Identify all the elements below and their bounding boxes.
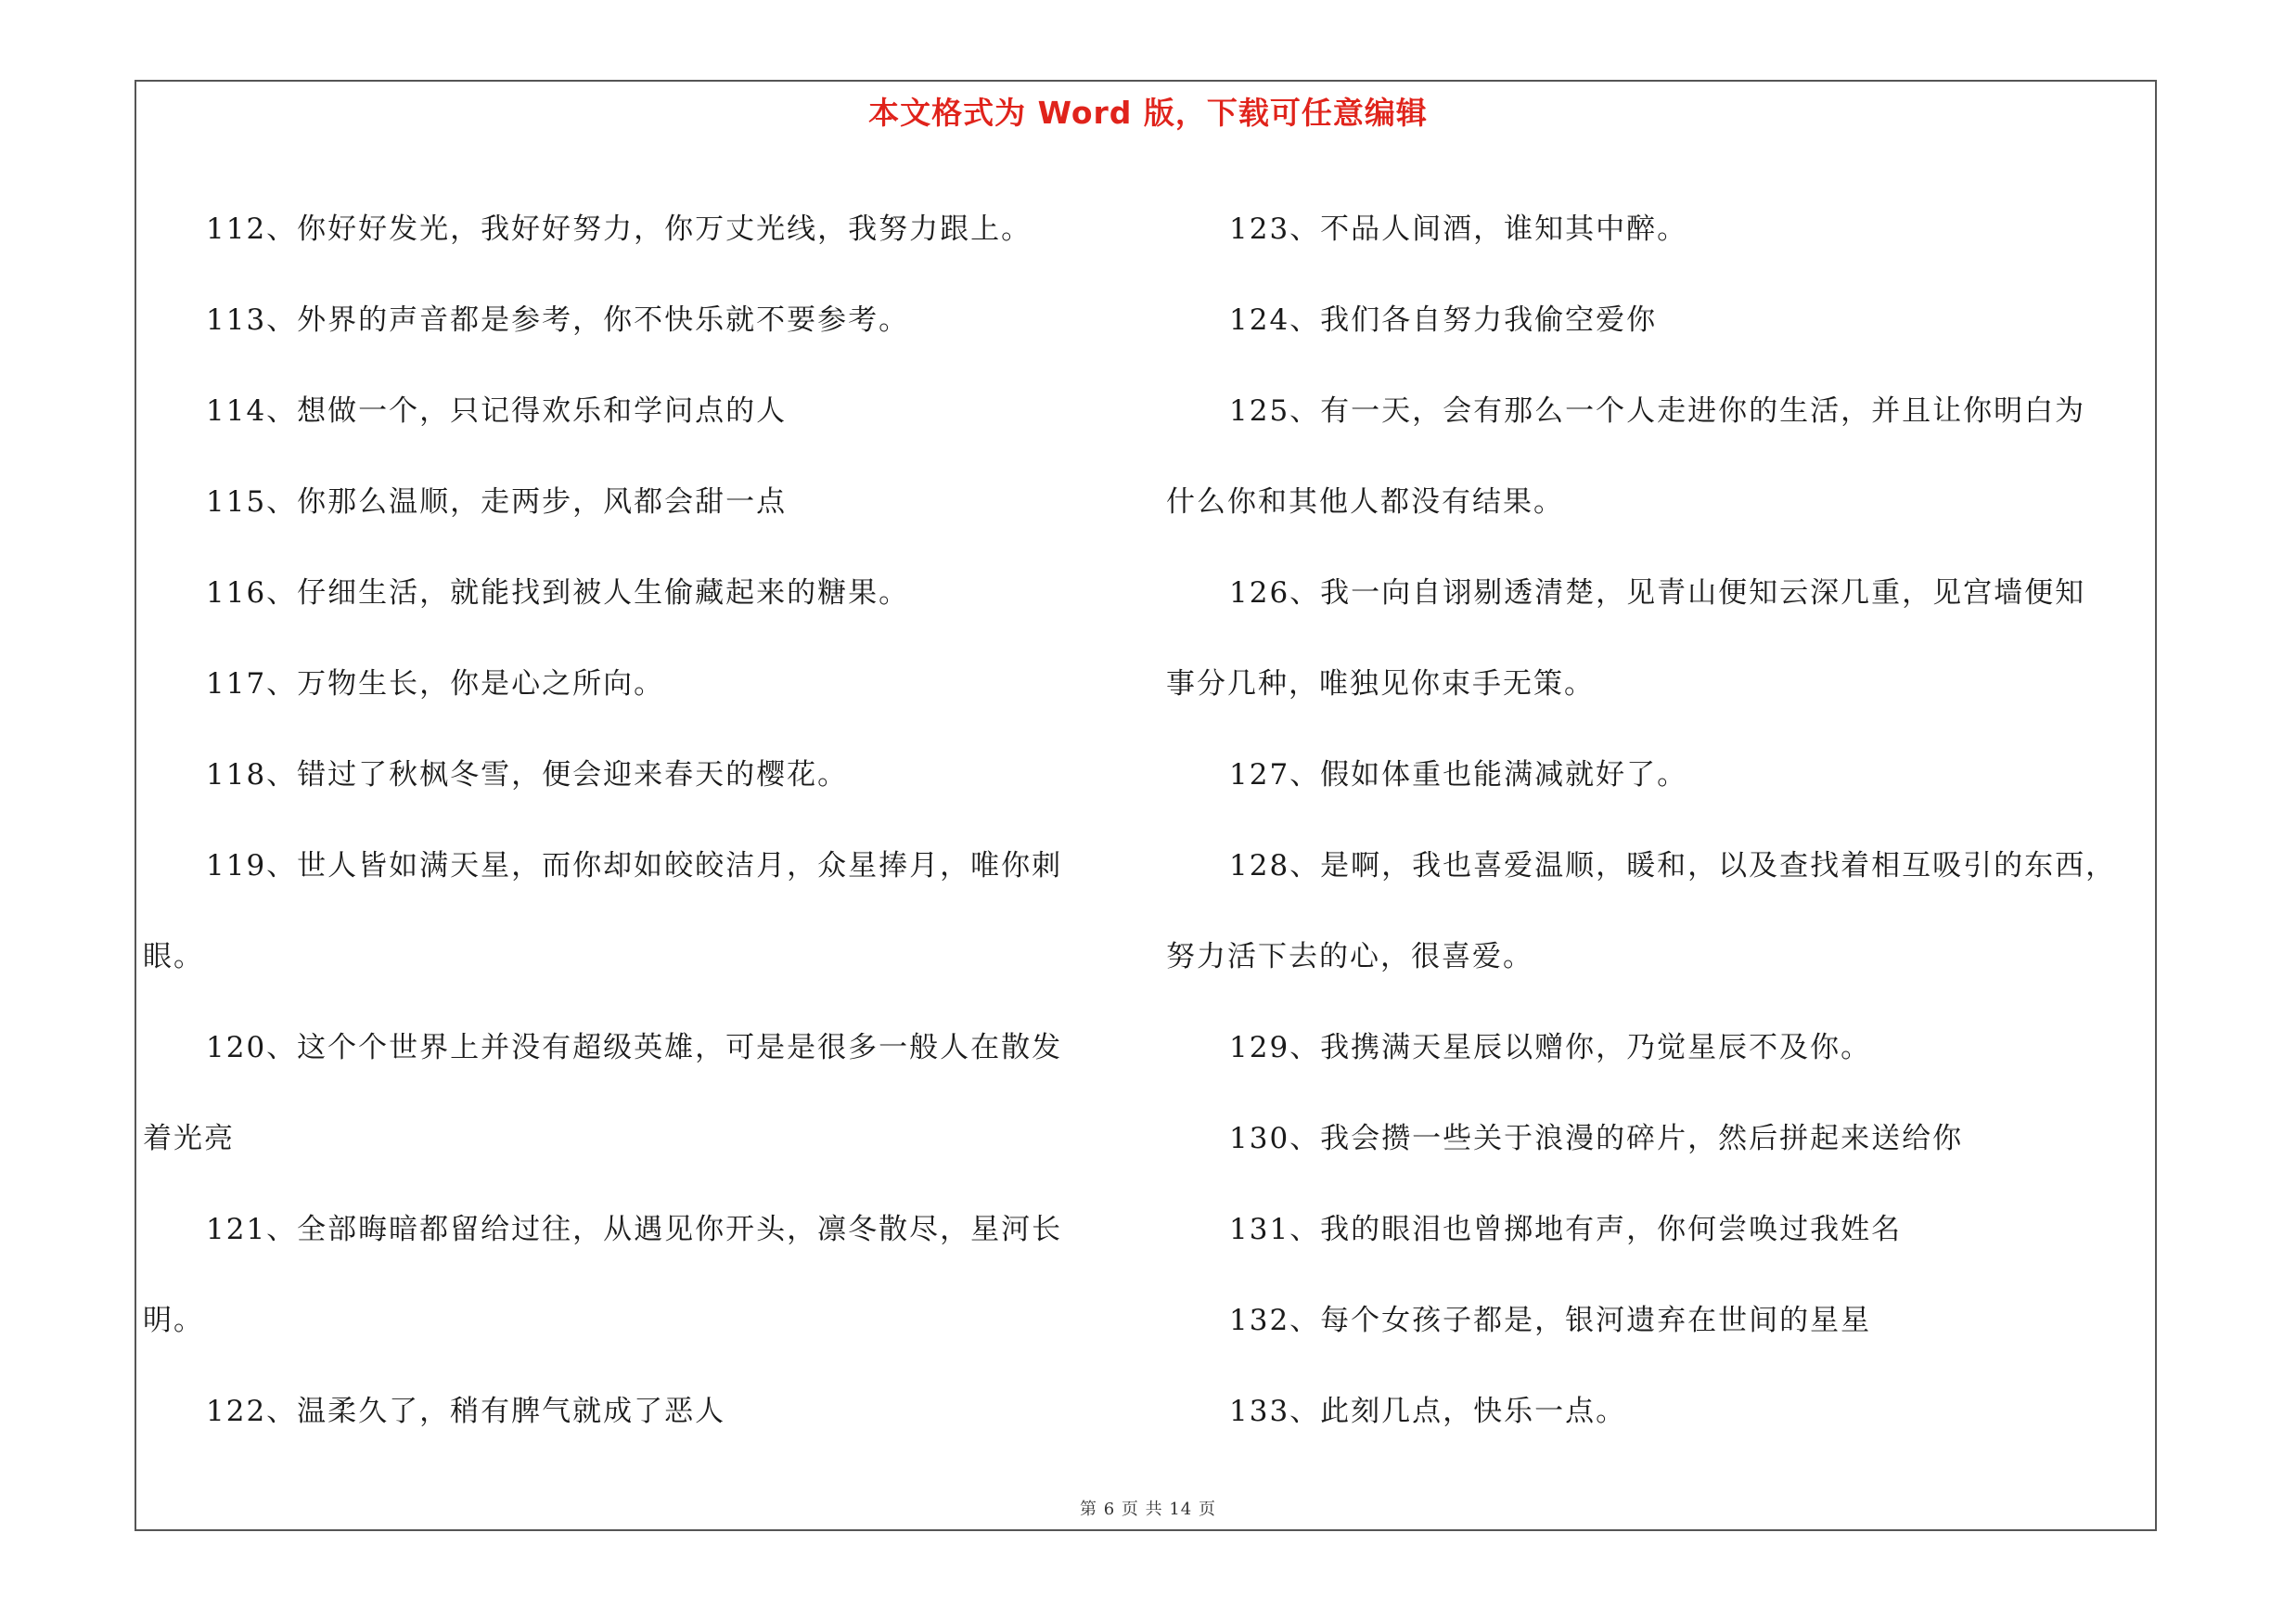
quote-line-continued: 着光亮 [143,1122,235,1155]
format-banner: 本文格式为 Word 版，下载可任意编辑 [868,95,1428,131]
quote-line-continued: 明。 [143,1304,204,1337]
quote-line: 127、假如体重也能满减就好了。 [1229,758,1688,792]
quote-entry [1229,1366,2157,1457]
quote-line: 123、不品人间酒，谁知其中醉。 [1229,213,1688,246]
quote-line: 112、你好好发光，我好好努力，你万丈光线，我努力跟上。 [206,213,1033,246]
quote-line-continued: 眼。 [143,940,204,973]
quote-line: 115、你那么温顺，走两步，风都会甜一点 [206,485,788,519]
left-column [143,184,1124,1457]
quote-line-continued: 事分几种，唯独见你束手无策。 [1166,667,1595,701]
quote-entry [143,1002,1124,1184]
quote-entry [1166,820,2157,1002]
quote-entry [206,366,1124,457]
quote-entry [206,638,1124,729]
quote-entry [206,729,1124,820]
quote-line: 122、温柔久了，稍有脾气就成了恶人 [206,1395,726,1428]
page-number-footer: 第 6 页 共 14 页 [1080,1500,1216,1519]
quote-line: 130、我会攒一些关于浪漫的碎片，然后拼起来送给你 [1229,1122,1964,1155]
quote-line: 119、世人皆如满天星，而你却如皎皎洁月，众星捧月，唯你刺 [206,849,1063,882]
quote-entry [1229,275,2157,366]
quote-line: 117、万物生长，你是心之所向。 [206,667,665,701]
quote-entry [1229,1002,2157,1093]
quote-entry [1229,184,2157,275]
quote-line: 132、每个女孩子都是，银河遗弃在世间的星星 [1229,1304,1872,1337]
quote-entry [143,820,1124,1002]
quote-line: 131、我的眼泪也曾掷地有声，你何尝唤过我姓名 [1229,1213,1903,1246]
quote-line-continued: 什么你和其他人都没有结果。 [1166,485,1564,519]
quote-line: 118、错过了秋枫冬雪，便会迎来春天的樱花。 [206,758,849,792]
quote-line: 128、是啊，我也喜爱温顺，暖和，以及查找着相互吸引的东西， [1229,849,2117,882]
quote-line: 120、这个个世界上并没有超级英雄，可是是很多一般人在散发 [206,1031,1063,1064]
quote-entry [206,1366,1124,1457]
quote-entry [1166,547,2157,729]
quote-entry [1229,1275,2157,1366]
quote-entry [206,184,1124,275]
quote-line: 126、我一向自诩剔透清楚，见青山便知云深几重，见宫墙便知 [1229,576,2086,610]
quote-entry [1166,366,2157,547]
quote-entry [1229,1184,2157,1275]
quote-entry [206,457,1124,547]
quote-line: 125、有一天，会有那么一个人走进你的生活，并且让你明白为 [1229,394,2086,428]
quote-line: 129、我携满天星辰以赠你，乃觉星辰不及你。 [1229,1031,1872,1064]
quote-line: 121、全部晦暗都留给过往，从遇见你开头，凛冬散尽，星河长 [206,1213,1063,1246]
quote-entry [206,275,1124,366]
quote-entry [206,547,1124,638]
quote-entry [1229,1093,2157,1184]
quote-line: 116、仔细生活，就能找到被人生偷藏起来的糖果。 [206,576,910,610]
quote-entry [143,1184,1124,1366]
quote-entry [1229,729,2157,820]
quote-line: 114、想做一个，只记得欢乐和学问点的人 [206,394,788,428]
quote-line: 113、外界的声音都是参考，你不快乐就不要参考。 [206,303,910,337]
quote-line: 133、此刻几点，快乐一点。 [1229,1395,1627,1428]
quote-line-continued: 努力活下去的心，很喜爱。 [1166,940,1533,973]
quote-line: 124、我们各自努力我偷空爱你 [1229,303,1658,337]
right-column [1166,184,2157,1457]
